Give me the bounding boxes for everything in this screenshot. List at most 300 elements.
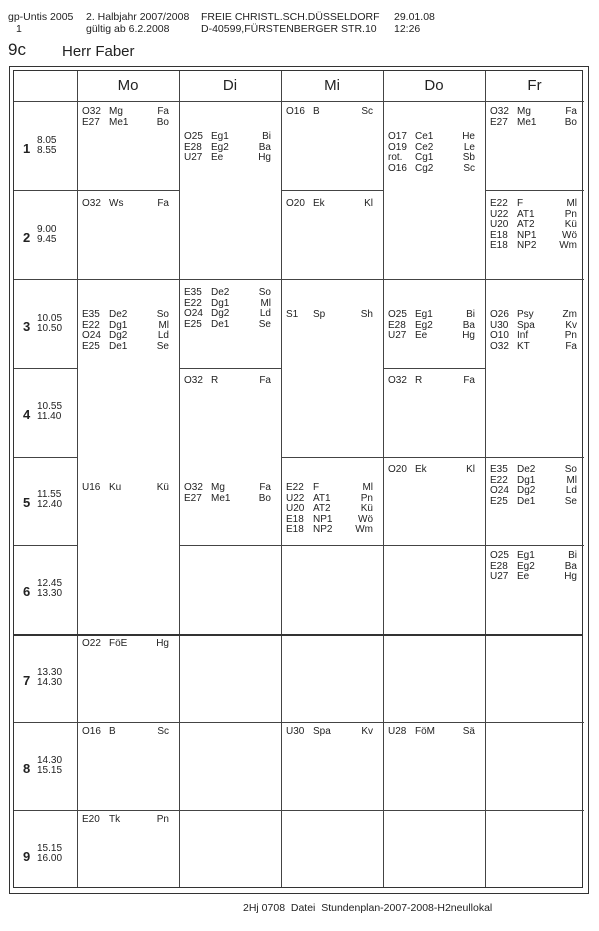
lesson-divider (179, 279, 281, 280)
lesson-entry (179, 288, 277, 299)
room-code: O32 (184, 482, 203, 493)
lesson-block (77, 107, 175, 128)
subject-code: Eg1 (415, 309, 433, 320)
teacher-code: Bo (156, 116, 169, 128)
subject-code: Ku (109, 482, 122, 493)
lesson-entry (281, 483, 379, 494)
room-code: O20 (286, 198, 305, 209)
room-code: U16 (82, 482, 101, 493)
room-code: U22 (490, 208, 509, 220)
lesson-block (77, 815, 175, 826)
teacher-code: Wö (562, 229, 577, 241)
lesson-divider (77, 190, 179, 191)
period-start: 15.15 (37, 843, 63, 854)
room-code: E22 (82, 319, 100, 331)
subject-code: Me1 (109, 116, 129, 128)
lesson-block (281, 310, 379, 321)
subject-code: F (313, 482, 320, 493)
subject-code: R (211, 375, 219, 386)
lesson-divider (281, 190, 383, 191)
subject-code: KT (517, 340, 530, 352)
lesson-entry (383, 310, 481, 321)
period-end: 10.50 (37, 323, 63, 334)
room-code: E35 (82, 309, 100, 320)
teacher-code: Kl (466, 464, 475, 475)
room-code: O16 (82, 726, 101, 737)
subject-code: Psy (517, 309, 534, 320)
teacher-code: Pn (360, 492, 373, 504)
subject-code: NP2 (517, 240, 537, 251)
subject-code: Mg (517, 106, 531, 117)
teacher-code: Pn (564, 330, 577, 341)
room-code: U27 (184, 152, 203, 163)
lesson-entry (281, 107, 379, 118)
lesson-entry (179, 132, 277, 143)
teacher-code: Fa (565, 340, 577, 352)
lesson-divider (485, 101, 584, 102)
period-number: 7 (23, 673, 31, 688)
lesson-block (179, 376, 277, 387)
subject-code: FöM (415, 726, 435, 737)
room-code: E18 (490, 240, 508, 251)
lesson-divider (179, 810, 281, 811)
period-start: 11.55 (37, 489, 62, 500)
day-header-mo: Mo (117, 77, 139, 94)
lesson-block (485, 465, 583, 507)
lesson-entry (383, 331, 481, 342)
period-label (14, 755, 77, 779)
lesson-entry (485, 572, 583, 583)
subject-code: Dg2 (211, 308, 230, 319)
room-code: E25 (184, 318, 202, 330)
subject-code: Mg (109, 106, 123, 117)
subject-code: Dg2 (109, 330, 128, 341)
lesson-divider (77, 279, 179, 280)
lesson-divider (485, 457, 584, 458)
period-divider (14, 279, 77, 280)
lesson-divider (77, 101, 179, 102)
room-code: E27 (184, 492, 202, 504)
room-code: O26 (490, 309, 509, 320)
lesson-entry (179, 320, 277, 331)
room-code: E18 (286, 524, 304, 535)
room-code: E27 (82, 116, 100, 128)
teacher-code: Zm (562, 309, 577, 320)
teacher-code: Fa (157, 198, 169, 209)
lesson-block (383, 376, 481, 387)
period-end: 9.45 (37, 234, 57, 245)
room-code: E25 (82, 340, 100, 352)
teacher-code: Ml (260, 297, 271, 309)
period-end: 13.30 (37, 588, 63, 599)
subject-code: De1 (211, 318, 230, 330)
lesson-entry (485, 310, 583, 321)
lesson-entry (77, 483, 175, 494)
subject-code: Sp (313, 309, 326, 320)
room-code: O24 (82, 330, 101, 341)
lesson-entry (77, 107, 175, 118)
lesson-block (281, 483, 379, 536)
teacher-code: So (564, 464, 577, 475)
lesson-entry (77, 118, 175, 129)
subject-code: Spa (517, 319, 535, 331)
lesson-block (485, 107, 583, 128)
lesson-block (383, 310, 481, 342)
lesson-entry (485, 220, 583, 231)
teacher-name: Herr Faber (62, 43, 135, 60)
subject-code: Ce2 (415, 141, 434, 153)
period-label (14, 401, 77, 425)
teacher-code: Kü (360, 503, 373, 514)
subject-code: Tk (109, 814, 121, 825)
period-start: 10.55 (37, 401, 63, 412)
subject-code: Eg1 (517, 550, 535, 561)
day-header-do: Do (424, 77, 444, 94)
teacher-code: Hg (258, 152, 271, 163)
lesson-entry (281, 727, 379, 738)
software-label: gp-Untis 2005 (8, 11, 74, 23)
teacher-code: Ml (158, 319, 169, 331)
lesson-block (281, 107, 379, 118)
lesson-divider (383, 101, 485, 102)
room-code: U27 (490, 571, 509, 582)
teacher-code: Fa (463, 375, 475, 386)
teacher-code: Kü (156, 482, 169, 493)
lesson-entry (281, 199, 379, 210)
room-code: O25 (184, 131, 203, 142)
period-divider (14, 368, 77, 369)
lesson-divider (77, 810, 179, 811)
room-code: O24 (184, 308, 203, 319)
subject-code: Dg1 (109, 319, 128, 331)
subject-code: AT1 (313, 492, 331, 504)
afternoon-divider (14, 634, 582, 636)
room-code: O22 (82, 638, 101, 649)
room-code: O16 (286, 106, 305, 117)
subject-code: Eg2 (517, 560, 535, 572)
teacher-code: Ld (259, 308, 271, 319)
period-label (14, 578, 77, 602)
teacher-code: Fa (259, 375, 271, 386)
period-number: 6 (23, 584, 31, 599)
day-header-fr: Fr (527, 77, 542, 94)
teacher-code: Ba (564, 560, 577, 572)
subject-code: De2 (109, 309, 128, 320)
room-code: O25 (490, 550, 509, 561)
room-code: O19 (388, 141, 407, 153)
room-code: O32 (490, 340, 509, 352)
teacher-code: Ba (462, 319, 475, 331)
lesson-divider (383, 457, 485, 458)
subject-code: Mg (211, 482, 225, 493)
teacher-code: Ld (157, 330, 169, 341)
room-code: E18 (490, 229, 508, 241)
subject-code: De1 (109, 340, 128, 352)
lesson-entry (77, 310, 175, 321)
teacher-code: Sä (462, 726, 475, 737)
period-end: 15.15 (37, 765, 63, 776)
room-code: S1 (286, 309, 299, 320)
lesson-entry (485, 465, 583, 476)
room-code: U30 (490, 319, 509, 331)
room-code: E35 (184, 287, 202, 298)
subject-code: Cg2 (415, 162, 434, 174)
subject-code: Eg2 (415, 319, 433, 331)
teacher-code: Fa (259, 482, 271, 493)
room-code: E27 (490, 116, 508, 128)
room-code: U20 (490, 219, 509, 230)
teacher-code: Ld (565, 485, 577, 496)
room-code: E35 (490, 464, 508, 475)
school-name: FREIE CHRISTL.SCH.DÜSSELDORF (201, 11, 380, 23)
lesson-divider (77, 722, 179, 723)
lesson-divider (485, 545, 584, 546)
teacher-code: He (462, 131, 475, 142)
subject-code: De2 (517, 464, 536, 475)
period-label (14, 843, 77, 867)
day-header-di: Di (222, 77, 238, 94)
semester-label: 2. Halbjahr 2007/2008 (86, 11, 190, 23)
lesson-divider (485, 722, 584, 723)
subject-code: NP1 (517, 229, 537, 241)
lesson-divider (383, 279, 485, 280)
lesson-entry (485, 497, 583, 508)
period-start: 12.45 (37, 578, 63, 589)
subject-code: AT2 (313, 503, 331, 514)
teacher-code: Kü (564, 219, 577, 230)
period-number: 2 (23, 230, 31, 245)
subject-code: R (415, 375, 423, 386)
teacher-code: Sb (462, 152, 475, 163)
room-code: U30 (286, 726, 305, 737)
subject-code: AT1 (517, 208, 535, 220)
lesson-entry (485, 486, 583, 497)
column-divider (179, 71, 180, 887)
lesson-block (383, 465, 481, 476)
period-divider (14, 722, 77, 723)
lesson-entry (179, 153, 277, 164)
subject-code: Me1 (211, 492, 231, 504)
teacher-code: Fa (157, 106, 169, 117)
teacher-code: Pn (564, 208, 577, 220)
teacher-code: Kv (565, 319, 577, 331)
subject-code: B (109, 726, 116, 737)
lesson-entry (485, 551, 583, 562)
subject-code: Eg1 (211, 131, 229, 142)
period-start: 13.30 (37, 667, 63, 678)
lesson-entry (77, 639, 175, 650)
period-number: 1 (23, 141, 31, 156)
teacher-code: Hg (462, 330, 475, 341)
subject-code: De1 (517, 495, 536, 507)
room-code: U20 (286, 503, 305, 514)
room-code: E22 (490, 474, 508, 486)
period-start: 14.30 (37, 755, 63, 766)
school-address: D-40599,FÜRSTENBERGER STR.10 (201, 23, 377, 35)
subject-code: Eg2 (211, 141, 229, 153)
teacher-code: Bi (262, 131, 271, 142)
subject-code: Ee (517, 571, 530, 582)
subject-code: Ee (211, 152, 224, 163)
period-end: 16.00 (37, 853, 63, 864)
footer-info: 2Hj 0708 Datei Stundenplan-2007-2008-H2neullokal (243, 902, 493, 914)
lesson-entry (485, 342, 583, 353)
teacher-code: Wm (559, 240, 577, 251)
room-code: rot. (388, 152, 403, 163)
teacher-code: So (156, 309, 169, 320)
subject-code: NP2 (313, 524, 333, 535)
teacher-code: Kv (361, 726, 373, 737)
lesson-block (179, 288, 277, 330)
teacher-code: Hg (156, 638, 169, 649)
teacher-code: Fa (565, 106, 577, 117)
subject-code: Inf (517, 330, 529, 341)
lesson-entry (179, 376, 277, 387)
subject-code: Ek (313, 198, 325, 209)
lesson-entry (281, 525, 379, 536)
lesson-entry (77, 727, 175, 738)
class-name: 9c (8, 40, 26, 59)
period-divider (14, 190, 77, 191)
lesson-divider (485, 190, 584, 191)
lesson-divider (179, 722, 281, 723)
room-code: O32 (82, 106, 101, 117)
lesson-divider (485, 810, 584, 811)
subject-code: F (517, 198, 524, 209)
room-code: O25 (388, 309, 407, 320)
period-start: 8.05 (37, 135, 57, 146)
lesson-divider (281, 722, 383, 723)
teacher-code: Pn (156, 814, 169, 825)
lesson-divider (281, 457, 383, 458)
teacher-code: Sc (463, 162, 475, 174)
lesson-block (383, 132, 481, 174)
lesson-divider (179, 368, 281, 369)
lesson-entry (383, 376, 481, 387)
period-end: 11.40 (37, 411, 62, 422)
lesson-divider (383, 368, 485, 369)
period-divider (14, 545, 77, 546)
lesson-block (77, 727, 175, 738)
subject-code: Dg1 (211, 297, 230, 309)
period-end: 12.40 (37, 499, 63, 510)
teacher-code: Hg (564, 571, 577, 582)
lesson-divider (281, 545, 383, 546)
lesson-divider (383, 722, 485, 723)
teacher-code: So (258, 287, 271, 298)
lesson-entry (77, 815, 175, 826)
lesson-divider (383, 810, 485, 811)
lesson-divider (281, 279, 383, 280)
room-code: O32 (490, 106, 509, 117)
subject-code: Me1 (517, 116, 537, 128)
teacher-code: Bi (568, 550, 577, 561)
lesson-entry (383, 727, 481, 738)
teacher-code: Se (258, 318, 271, 330)
room-code: E18 (286, 513, 304, 525)
teacher-code: Ml (566, 198, 577, 209)
period-divider (14, 810, 77, 811)
lesson-entry (383, 153, 481, 164)
timetable-grid (13, 70, 583, 888)
lesson-block (281, 199, 379, 210)
lesson-entry (179, 309, 277, 320)
print-date: 29.01.08 (394, 11, 435, 23)
room-code: O20 (388, 464, 407, 475)
period-number: 9 (23, 849, 31, 864)
lesson-divider (383, 545, 485, 546)
subject-code: Ws (109, 198, 124, 209)
subject-code: NP1 (313, 513, 333, 525)
lesson-block (383, 727, 481, 738)
column-divider (281, 71, 282, 887)
room-code: E22 (286, 482, 304, 493)
room-code: O17 (388, 131, 407, 142)
lesson-entry (485, 241, 583, 252)
teacher-code: Ml (566, 474, 577, 486)
period-label (14, 313, 77, 337)
lesson-block (485, 310, 583, 352)
lesson-entry (179, 483, 277, 494)
lesson-block (77, 639, 175, 650)
lesson-entry (77, 199, 175, 210)
lesson-entry (485, 199, 583, 210)
period-end: 8.55 (37, 145, 57, 156)
room-code: U27 (388, 330, 407, 341)
print-time: 12:26 (394, 23, 421, 35)
teacher-code: Bo (258, 492, 271, 504)
lesson-entry (485, 107, 583, 118)
lesson-block (179, 132, 277, 164)
period-number: 5 (23, 495, 31, 510)
teacher-code: Ml (362, 482, 373, 493)
lesson-divider (485, 279, 584, 280)
teacher-code: Bo (564, 116, 577, 128)
room-code: E22 (184, 297, 202, 309)
room-code: E28 (388, 319, 406, 331)
teacher-code: Kl (364, 198, 373, 209)
subject-code: Cg1 (415, 152, 434, 163)
lesson-divider (179, 545, 281, 546)
subject-code: FöE (109, 638, 128, 649)
teacher-code: Se (156, 340, 169, 352)
lesson-entry (383, 132, 481, 143)
lesson-block (77, 310, 175, 352)
day-header-mi: Mi (324, 77, 340, 94)
teacher-code: Le (463, 141, 475, 153)
period-number: 4 (23, 407, 31, 422)
subject-code: Dg1 (517, 474, 536, 486)
period-divider (14, 457, 77, 458)
room-code: E28 (184, 141, 202, 153)
lesson-divider (281, 810, 383, 811)
teacher-code: Sh (360, 309, 373, 320)
room-code: O24 (490, 485, 509, 496)
lesson-entry (485, 331, 583, 342)
lesson-entry (77, 342, 175, 353)
subject-code: B (313, 106, 320, 117)
lesson-entry (77, 331, 175, 342)
room-code: O16 (388, 162, 407, 174)
room-code: E22 (490, 198, 508, 209)
period-start: 10.05 (37, 313, 63, 324)
valid-from-label: gültig ab 6.2.2008 (86, 23, 170, 35)
lesson-block (281, 727, 379, 738)
timetable-frame (9, 66, 589, 894)
column-divider (383, 71, 384, 887)
lesson-entry (281, 504, 379, 515)
room-code: E28 (490, 560, 508, 572)
